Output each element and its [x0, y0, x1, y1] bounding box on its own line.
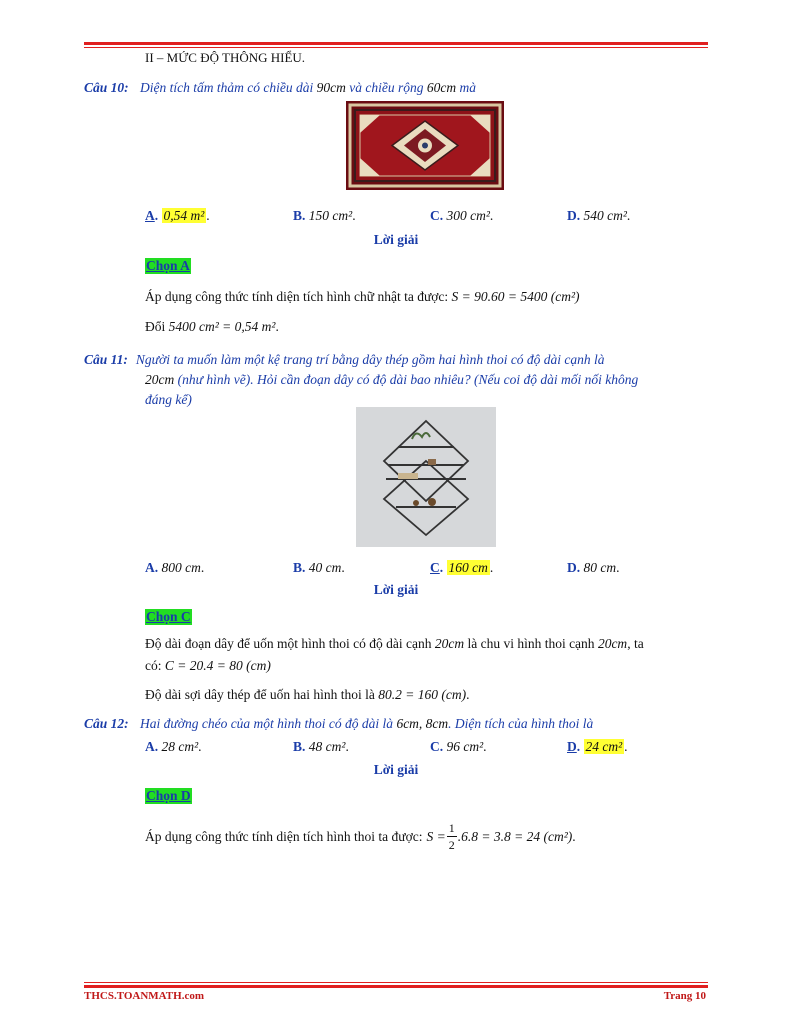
option-c[interactable]: C. 160 cm . — [430, 560, 494, 575]
solution-math: .6.8 = 3.8 = 24 (cm²) — [457, 828, 573, 844]
q10-options — [145, 208, 705, 228]
option-value: 150 cm² — [308, 208, 353, 223]
option-letter: B — [293, 560, 303, 575]
fraction-denominator: 2 — [448, 838, 455, 852]
option-b[interactable]: B. 40 cm. — [293, 560, 345, 575]
question-label: Câu 12: — [84, 716, 129, 731]
solution-title: Lời giải — [373, 582, 419, 597]
shelf-image — [356, 407, 496, 547]
solution-math: S = — [426, 828, 446, 844]
carpet-image — [346, 101, 504, 190]
solution-math: 5400 cm² = 0,54 m² — [168, 319, 276, 334]
fraction-numerator: 1 — [448, 821, 455, 835]
option-d[interactable]: D. 80 cm. — [567, 560, 620, 575]
footer-rule-thick — [84, 985, 708, 988]
question-text: Hai đường chéo của một hình thoi có độ dài là — [140, 716, 397, 731]
option-value: 48 cm² — [308, 739, 346, 754]
solution-text: Độ dài sợi dây thép để uốn hai hình thoi là — [145, 687, 379, 702]
math-diagonals: 6cm, 8cm — [396, 716, 449, 731]
solution-text: là chu vi hình thoi cạnh — [464, 636, 598, 651]
math-side: 20cm — [145, 372, 175, 387]
q11-options — [145, 560, 705, 580]
fraction — [447, 820, 457, 853]
solution-math: 20cm — [434, 636, 465, 651]
footer-page-number: Trang 10 — [663, 990, 706, 1002]
solution-line: Đổi 5400 cm² = 0,54 m². — [145, 319, 279, 334]
question-text: . Diện tích của hình thoi là — [448, 716, 594, 731]
solution-math: 80.2 = 160 (cm) — [378, 687, 467, 702]
option-letter: A — [145, 560, 155, 575]
q12-options — [145, 739, 705, 759]
option-letter: C — [430, 739, 440, 754]
question-text: (như hình vẽ). Hỏi cần đoạn dây có độ dài bao nhiêu? (Nếu coi độ dài mối nối không — [174, 372, 639, 387]
solution-math: C = 20.4 = 80 (cm) — [164, 658, 271, 673]
question-label: Câu 11: — [84, 352, 128, 367]
question-text: Người ta muốn làm một kệ trang trí bằng dây thép gồm hai hình thoi có độ dài cạnh là — [135, 352, 605, 367]
option-d[interactable]: D. 24 cm² . — [567, 739, 628, 754]
option-letter: C — [430, 560, 440, 575]
option-value: 80 cm — [583, 560, 617, 575]
question-text: mà — [456, 80, 476, 95]
option-letter: B — [293, 739, 303, 754]
header-rule-thin — [84, 47, 708, 48]
option-a[interactable]: A. 28 cm². — [145, 739, 202, 754]
solution-title: Lời giải — [373, 232, 419, 247]
option-letter: D — [567, 560, 577, 575]
option-value: 96 cm² — [446, 739, 484, 754]
option-letter: C — [430, 208, 440, 223]
question-text: và chiều rộng — [345, 80, 427, 95]
answer-choice: Chọn C — [146, 609, 191, 624]
option-value: 300 cm² — [446, 208, 490, 223]
question-text: Diện tích tấm thảm có chiều dài — [140, 80, 317, 95]
solution-line — [145, 286, 707, 308]
footer-rule-thin — [84, 982, 708, 983]
option-b[interactable]: B. 150 cm². — [293, 208, 356, 223]
option-value: 800 cm — [161, 560, 201, 575]
solution-text: Đổi — [145, 319, 169, 334]
option-d[interactable]: D. 540 cm². — [567, 208, 631, 223]
option-value: 0,54 m² — [163, 208, 205, 223]
solution-text: Áp dụng công thức tính diện tích hình chữ nhật ta được: — [145, 289, 452, 304]
option-letter: A — [145, 739, 155, 754]
option-value: 40 cm — [308, 560, 342, 575]
question-11 — [84, 350, 708, 410]
answer-choice: Chọn D — [146, 788, 191, 803]
section-title: II – MỨC ĐỘ THÔNG HIỂU. — [145, 50, 306, 65]
solution-line: Áp dụng công thức tính diện tích hình thoi ta được: S = $\frac{1}{2}$ .6.8 = 3.8 = 24 (cm²) . — [145, 821, 576, 852]
answer-choice: Chọn A — [146, 258, 190, 273]
header-rule-thick — [84, 42, 708, 45]
solution-text: Áp dụng công thức tính diện tích hình thoi ta được: — [145, 828, 423, 844]
option-a[interactable]: A. 800 cm. — [145, 560, 205, 575]
solution-paragraph — [145, 633, 707, 677]
option-letter: D — [567, 208, 577, 223]
footer-site[interactable]: THCS.TOANMATH.com — [84, 990, 204, 1002]
option-value: 24 cm² — [585, 739, 623, 754]
option-letter: A — [145, 208, 155, 223]
math-length: 90cm — [316, 80, 346, 95]
option-a[interactable]: A. 0,54 m² . — [145, 208, 210, 223]
option-c[interactable]: C. 96 cm². — [430, 739, 487, 754]
solution-line: Độ dài sợi dây thép để uốn hai hình thoi là 80.2 = 160 (cm). — [145, 687, 470, 702]
question-text: đáng kể) — [145, 392, 192, 407]
option-value: 160 cm — [448, 560, 488, 575]
option-b[interactable]: B. 48 cm². — [293, 739, 349, 754]
option-c[interactable]: C. 300 cm². — [430, 208, 494, 223]
option-value: 540 cm² — [583, 208, 627, 223]
question-label: Câu 10: — [84, 80, 129, 95]
math-width: 60cm — [426, 80, 457, 95]
solution-text: có: — [145, 658, 165, 673]
option-letter: B — [293, 208, 303, 223]
solution-title: Lời giải — [373, 762, 419, 777]
solution-text: , ta — [627, 636, 644, 651]
question-12 — [84, 716, 593, 732]
solution-math: 20cm — [597, 636, 628, 651]
option-value: 28 cm² — [161, 739, 199, 754]
question-10 — [84, 80, 476, 96]
option-letter: D — [567, 739, 577, 754]
solution-math: S = 90.60 = 5400 (cm²) — [451, 289, 580, 304]
solution-text: Độ dài đoạn dây để uốn một hình thoi có độ dài cạnh — [145, 636, 435, 651]
